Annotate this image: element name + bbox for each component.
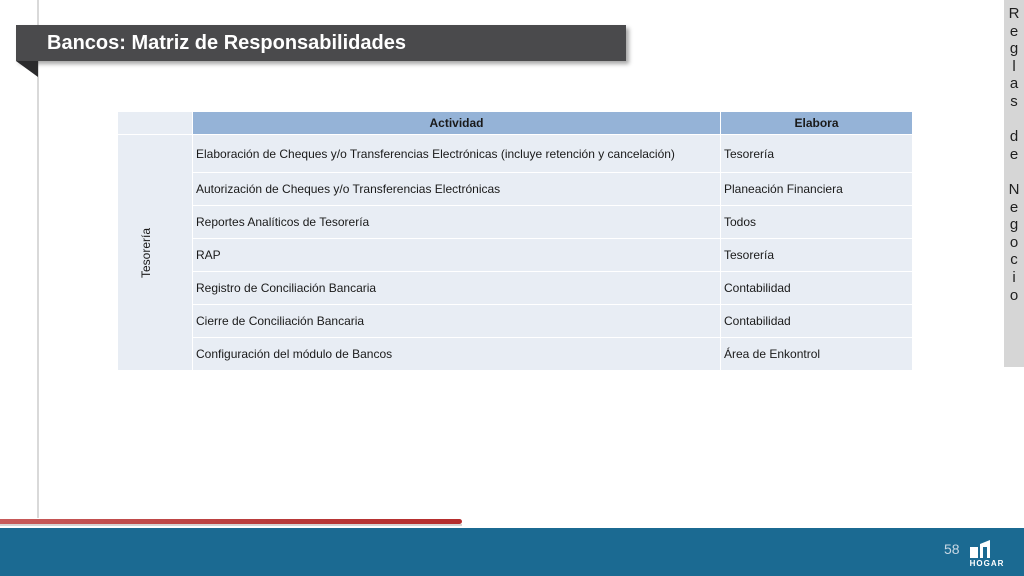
table-row <box>118 338 913 371</box>
table-header-row <box>118 112 913 135</box>
cell-elabora: Planeación Financiera <box>721 173 913 206</box>
logo-wordmark: HOGAR <box>969 559 1005 568</box>
cell-actividad: Autorización de Cheques y/o Transferencias Electrónicas <box>193 173 721 206</box>
cell-actividad: Configuración del módulo de Bancos <box>193 338 721 371</box>
footer-accent-shadow <box>0 524 462 526</box>
slide-title: Bancos: Matriz de Responsabilidades <box>47 32 406 54</box>
cell-elabora: Tesorería <box>721 135 913 173</box>
cell-actividad: Registro de Conciliación Bancaria <box>193 272 721 305</box>
cell-elabora: Tesorería <box>721 239 913 272</box>
side-tab-label: R e g l a s d e N e g o c i o <box>1008 5 1020 304</box>
header-actividad: Actividad <box>193 112 721 135</box>
cell-elabora: Área de Enkontrol <box>721 338 913 371</box>
cell-actividad: Elaboración de Cheques y/o Transferencias Electrónicas (incluye retención y cancelación) <box>193 135 721 173</box>
responsibility-matrix-table <box>117 111 913 371</box>
cell-actividad: RAP <box>193 239 721 272</box>
header-elabora: Elabora <box>721 112 913 135</box>
cell-actividad: Cierre de Conciliación Bancaria <box>193 305 721 338</box>
table-row <box>118 272 913 305</box>
table-row <box>118 173 913 206</box>
left-divider <box>37 0 39 518</box>
table-row <box>118 305 913 338</box>
cell-elabora: Contabilidad <box>721 272 913 305</box>
cell-elabora: Contabilidad <box>721 305 913 338</box>
table-row <box>118 135 913 173</box>
page-number: 58 <box>944 541 960 557</box>
title-banner-fold <box>16 61 38 77</box>
footer-band <box>0 528 1024 576</box>
group-label: Tesorería <box>139 227 154 278</box>
cell-actividad: Reportes Analíticos de Tesorería <box>193 206 721 239</box>
header-corner-cell <box>118 112 193 135</box>
group-cell-tesoreria <box>118 135 193 371</box>
table-row <box>118 206 913 239</box>
table-row <box>118 239 913 272</box>
cell-elabora: Todos <box>721 206 913 239</box>
